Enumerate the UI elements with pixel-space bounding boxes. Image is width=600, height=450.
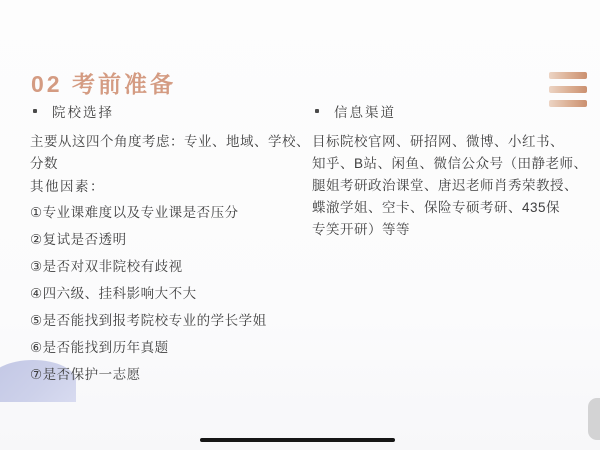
right-heading: 信息渠道 <box>334 105 396 120</box>
factor-item: ③是否对双非院校有歧视 <box>30 259 183 274</box>
factor-item: ⑥是否能找到历年真题 <box>30 340 169 355</box>
factor-item: ⑦是否保护一志愿 <box>30 367 141 382</box>
factor-item: ①专业课难度以及专业课是否压分 <box>30 205 239 220</box>
right-heading-row <box>312 103 580 119</box>
hamburger-bar <box>549 100 587 107</box>
hamburger-menu-icon[interactable] <box>549 72 587 107</box>
progress-indicator-bar <box>200 438 395 442</box>
bullet-dot-icon <box>315 109 319 113</box>
section-title: 02 考前准备 <box>31 71 176 97</box>
left-heading-row <box>30 103 302 119</box>
channels-line: 专笑开研）等等 <box>312 222 410 237</box>
intro-line: 分数 <box>30 156 58 171</box>
left-column <box>30 103 310 394</box>
left-heading: 院校选择 <box>52 105 114 120</box>
channels-paragraph <box>312 131 588 241</box>
bullet-dot-icon <box>33 109 37 113</box>
channels-line: 腿姐考研政治课堂、唐迟老师肖秀荣教授、 <box>312 178 578 193</box>
intro-line: 主要从这四个角度考虑：专业、地域、学校、 <box>30 134 310 149</box>
hamburger-bar <box>549 86 587 93</box>
right-column <box>312 103 588 241</box>
factor-item: ⑤是否能找到报考院校专业的学长学姐 <box>30 313 267 328</box>
factors-label: 其他因素： <box>30 179 105 194</box>
channels-line: 蝶澈学姐、空卡、保险专硕考研、435保 <box>312 200 561 215</box>
channels-line: 知乎、B站、闲鱼、微信公众号（田静老师、 <box>312 156 588 171</box>
factor-item: ④四六级、挂科影响大不大 <box>30 286 197 301</box>
factor-item: ②复试是否透明 <box>30 232 127 247</box>
hamburger-bar <box>549 72 587 79</box>
scroll-handle[interactable] <box>588 398 600 440</box>
channels-line: 目标院校官网、研招网、微博、小红书、 <box>312 134 564 149</box>
intro-paragraph <box>30 131 310 175</box>
